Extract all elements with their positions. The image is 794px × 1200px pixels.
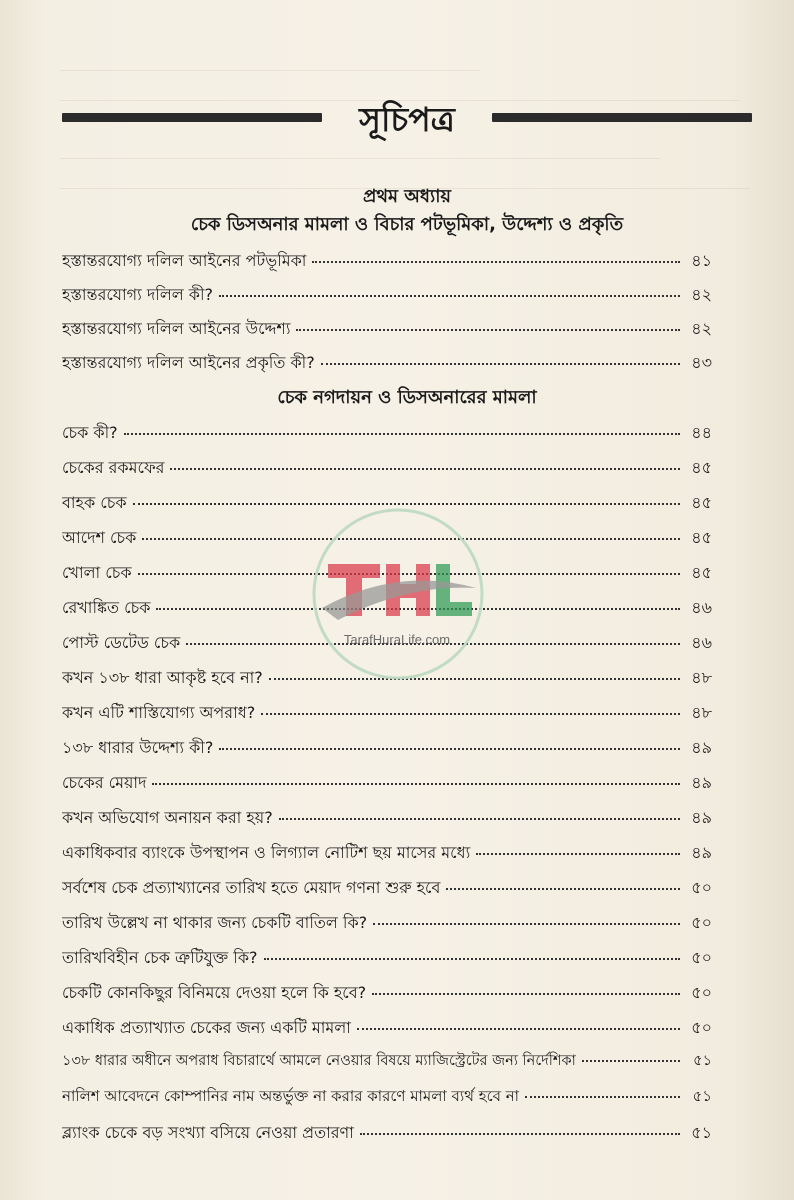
toc-entry-title: নালিশ আবেদনে কোম্পানির নাম অন্তর্ভুক্ত না করার কারণে মামলা ব্যর্থ হবে না — [62, 1087, 520, 1105]
toc-entry — [62, 700, 712, 735]
toc-entry-title: তারিখবিহীন চেক ত্রুটিযুক্ত কি? — [62, 948, 258, 967]
toc-entry-title: চেকের মেয়াদ — [62, 773, 147, 792]
toc-entry-page: ৪৪ — [691, 423, 712, 442]
toc-entry-page: ৪৯ — [691, 773, 712, 792]
dot-leader — [582, 1060, 680, 1062]
dot-leader — [152, 783, 680, 785]
toc-entry-title: পোস্ট ডেটেড চেক — [62, 633, 181, 652]
toc-entry-page: ৪৩ — [691, 353, 712, 372]
toc-entry-title: কখন অভিযোগ অনায়ন করা হয়? — [62, 808, 273, 827]
toc-entry-title: আদেশ চেক — [62, 528, 137, 547]
toc-entry-page: ৪৯ — [691, 843, 712, 862]
chapter-number: প্রথম অধ্যায় — [362, 186, 452, 207]
dot-leader — [476, 853, 680, 855]
section-title: চেক নগদায়ন ও ডিসঅনারের মামলা — [277, 387, 537, 408]
toc-entry-title: খোলা চেক — [62, 563, 132, 582]
toc-entry-page: ৪২ — [691, 319, 712, 338]
toc-entry-title: রেখাঙ্কিত চেক — [62, 598, 151, 617]
toc-entry-title: কখন এটি শাস্তিযোগ্য অপরাধ? — [62, 703, 256, 722]
toc-entry-page: ৪৫ — [691, 563, 712, 582]
bleed-through-line — [60, 158, 660, 159]
toc-entry-page: ৪৬ — [691, 633, 712, 652]
dot-leader — [372, 993, 680, 995]
dot-leader — [261, 713, 680, 715]
watermark-logo — [308, 504, 488, 684]
toc-entry — [62, 980, 712, 1015]
header-rule-right — [492, 113, 752, 122]
toc-entry-title: চেকটি কোনকিছুর বিনিময়ে দেওয়া হলে কি হবে? — [62, 983, 367, 1002]
toc-entry-page: ৪৫ — [691, 528, 712, 547]
toc-entry — [62, 910, 712, 945]
toc-header — [62, 92, 752, 142]
dot-leader — [264, 958, 680, 960]
dot-leader — [446, 888, 680, 890]
dot-leader — [373, 923, 680, 925]
toc-entry-title: চেকের রকমফের — [62, 458, 165, 477]
toc-entry — [62, 248, 712, 282]
toc-entry-page: ৪২ — [691, 285, 712, 304]
chapter-title: চেক ডিসঅনার মামলা ও বিচার পটভূমিকা, উদ্দেশ্য ও প্রকৃতি — [190, 214, 624, 235]
dot-leader — [170, 468, 680, 470]
toc-entry-page: ৪৬ — [691, 598, 712, 617]
toc-entry-page: ৫০ — [691, 948, 712, 967]
toc-entry-title: হস্তান্তরযোগ্য দলিল আইনের প্রকৃতি কী? — [62, 353, 315, 372]
toc-entry-page: ৪৮ — [691, 703, 712, 722]
dot-leader — [312, 261, 680, 263]
dot-leader — [219, 748, 680, 750]
bleed-through-line — [60, 70, 480, 71]
watermark-site: TarafHuraLife.com — [343, 632, 451, 647]
watermark-letter-l — [436, 564, 472, 616]
toc-entry — [62, 875, 712, 910]
toc-entry — [62, 1050, 712, 1085]
dot-leader — [124, 433, 680, 435]
toc-entry-page: ৫১ — [693, 1053, 712, 1069]
toc-entry-page: ৫০ — [691, 1018, 712, 1037]
toc-entry — [62, 455, 712, 490]
toc-entry-title: বাহক চেক — [62, 493, 127, 512]
toc-entry-title: ব্ল্যাংক চেকে বড় সংখ্যা বসিয়ে নেওয়া প্রতারণা — [62, 1123, 354, 1142]
toc-entry-title: তারিখ উল্লেখ না থাকার জন্য চেকটি বাতিল কি? — [62, 913, 368, 932]
toc-entry-title: সর্বশেষ চেক প্রত্যাখ্যানের তারিখ হতে মেয়াদ গণনা শুরু হবে — [62, 878, 441, 897]
dot-leader — [357, 1028, 680, 1030]
toc-entry — [62, 1085, 712, 1120]
toc-entry-title: ১৩৮ ধারার অধীনে অপরাধ বিচারার্থে আমলে নেওয়ার বিষয়ে ম্যাজিস্ট্রেটের জন্য নির্দেশিকা — [62, 1053, 576, 1069]
dot-leader — [360, 1133, 680, 1135]
toc-entry — [62, 840, 712, 875]
dot-leader — [219, 295, 680, 297]
dot-leader — [525, 1096, 680, 1098]
toc-entry-page: ৫০ — [691, 983, 712, 1002]
toc-entry-title: হস্তান্তরযোগ্য দলিল কী? — [62, 285, 214, 304]
toc-entry-page: ৫০ — [691, 878, 712, 897]
toc-entry — [62, 350, 712, 384]
toc-entry-page: ৫০ — [691, 913, 712, 932]
dot-leader — [279, 818, 680, 820]
toc-list-section-1 — [62, 248, 712, 384]
toc-entry-title: কখন ১৩৮ ধারা আকৃষ্ট হবে না? — [62, 668, 263, 687]
toc-entry — [62, 316, 712, 350]
toc-entry — [62, 420, 712, 455]
toc-entry-page: ৪৫ — [691, 458, 712, 477]
dot-leader — [321, 363, 680, 365]
toc-entry-title: ১৩৮ ধারার উদ্দেশ্য কী? — [62, 738, 214, 757]
toc-entry — [62, 945, 712, 980]
toc-entry-page: ৪৯ — [691, 808, 712, 827]
toc-entry-page: ৫১ — [691, 1123, 712, 1142]
toc-entry — [62, 282, 712, 316]
toc-entry — [62, 770, 712, 805]
toc-entry-page: ৪১ — [691, 251, 712, 270]
toc-entry-page: ৪৮ — [691, 668, 712, 687]
dot-leader — [296, 329, 680, 331]
toc-entry-page: ৫১ — [692, 1087, 712, 1105]
toc-entry-page: ৪৫ — [691, 493, 712, 512]
toc-entry — [62, 805, 712, 840]
toc-entry-title: একাধিক প্রত্যাখ্যাত চেকের জন্য একটি মামলা — [62, 1018, 351, 1037]
toc-entry-page: ৪৯ — [691, 738, 712, 757]
toc-entry-title: হস্তান্তরযোগ্য দলিল আইনের পটভূমিকা — [62, 251, 307, 270]
toc-entry-title: চেক কী? — [62, 423, 118, 442]
toc-entry — [62, 1120, 712, 1155]
toc-title: সূচিপত্র — [359, 100, 455, 139]
toc-entry-title: একাধিকবার ব্যাংকে উপস্থাপন ও লিগ্যাল নোটিশ ছয় মাসের মধ্যে — [62, 843, 471, 862]
toc-entry — [62, 735, 712, 770]
toc-entry — [62, 1015, 712, 1050]
toc-entry-title: হস্তান্তরযোগ্য দলিল আইনের উদ্দেশ্য — [62, 319, 291, 338]
